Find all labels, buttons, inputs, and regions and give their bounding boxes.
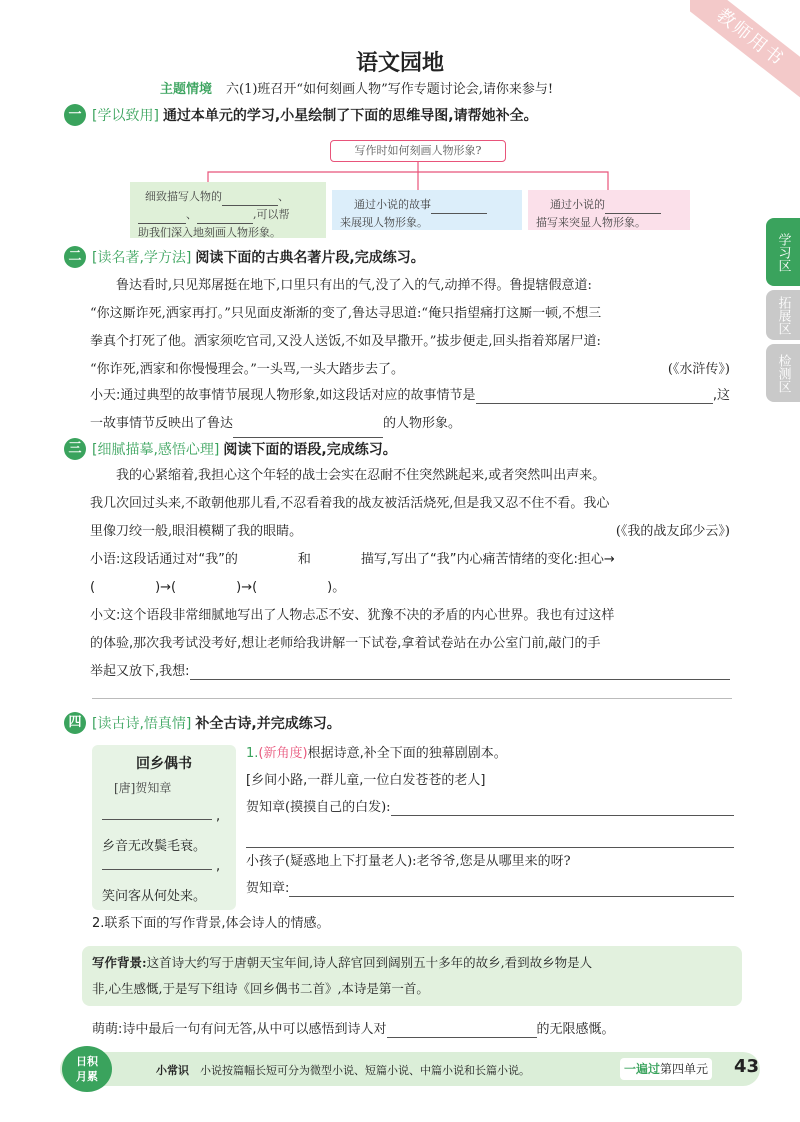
mindmap-box-1: 细致描写人物的 、 、 ,可以帮 助我们深入地刻画人物形象。 [130,182,326,238]
daily-badge: 日积 月累 [62,1046,112,1092]
section-tag: [读名著,学方法] [92,250,192,266]
poem-card: 回乡偶书 [唐]贺知章 , 乡音无改鬓毛衰。 , 笑问客从何处来。 [92,745,236,910]
side-tab-study[interactable]: 学习区 [766,218,800,286]
mindmap-box-2: 通过小说的故事 来展现人物形象。 [332,190,522,230]
page-number: 43 [734,1056,760,1077]
section-instruction: 阅读下面的古典名著片段,完成练习。 [195,250,425,266]
mindmap-root: 写作时如何刻画人物形象? [330,140,506,162]
footer-label: 小常识 [156,1064,189,1077]
poem-question-1: 1.(新角度)根据诗意,补全下面的独幕剧剧本。 [乡间小路,一群儿童,一位白发苍苍的老人] 贺知章(摸摸自己的白发): 小孩子(疑惑地上下打量老人):老爷爷,您是从哪里来的呀? 贺知章: [246,740,734,902]
scene-direction: [乡间小路,一群儿童,一位白发苍苍的老人] [246,773,486,788]
section2-heading [64,246,425,268]
ribbon-text: 教师用书 [690,0,800,106]
answer-blank[interactable] [391,794,734,816]
theme-label: 主题情境 [160,82,213,97]
page-title: 语文园地 [355,51,444,76]
poem-blank[interactable] [102,819,212,820]
answer-blank[interactable] [476,382,713,404]
passage-source: (《水浒传》) [667,362,730,377]
writing-background-box: 写作背景:这首诗大约写于唐朝天宝年间,诗人辞官回到阔别五十多年的故乡,看到故乡物是人 非,心生感慨,于是写下组诗《回乡偶书二首》,本诗是第一首。 [82,946,742,1006]
blank[interactable] [431,213,487,214]
poem-question-mengmeng: 萌萌:诗中最后一句有问无答,从中可以感悟到诗人对 的无限感慨。 [92,1018,732,1038]
side-tab-extend[interactable]: 拓展区 [766,290,800,340]
answer-blank[interactable] [190,658,730,680]
mindmap-box-3: 通过小说的 描写来突显人物形象。 [528,190,690,230]
section-instruction: 阅读下面的语段,完成练习。 [223,442,397,458]
section-number: 二 [64,246,86,268]
answer-line[interactable] [92,698,732,699]
question-shuihu: 小天:通过典型的故事情节展现人物形象,如这段话对应的故事情节是 ,这 一故事情节反映出了鲁达 的人物形象。 [90,382,730,438]
answer-blank[interactable] [387,1018,537,1038]
poem-line-2: 乡音无改鬓毛衰。 [102,839,207,854]
new-angle-tag: (新角度) [258,746,308,761]
section-number: 四 [64,712,86,734]
answer-blank[interactable] [233,416,383,438]
section3-heading [64,438,397,460]
poem-title: 回乡偶书 [136,756,192,772]
section-tag: [细腻描摹,感悟心理] [92,442,220,458]
poem-line-4: 笑问客从何处来。 [102,889,207,904]
section-number: 一 [64,104,86,126]
passage-source: (《我的战友邱少云》) [615,524,730,539]
passage-qiushaoyun: 我的心紧缩着,我担心这个年轻的战士会实在忍耐不住突然跳起来,或者突然叫出声来。 我几次回过头来,不敢朝他那儿看,不忍看着我的战友被活活烧死,但是我又忍不住不看。我心 里像刀绞一般,眼泪模糊了我的眼睛。 (《我的战友邱少云》) [90,462,730,546]
section-instruction: 通过本单元的学习,小星绘制了下面的思维导图,请帮她补全。 [162,108,538,124]
theme-text: 六(1)班召开“如何刻画人物”写作专题讨论会,请你来参与! [226,82,554,97]
brand-logo: 一遍过 [624,1062,661,1076]
section4-heading [64,712,341,734]
footer-unit: 一遍过第四单元 [620,1058,712,1080]
answer-line[interactable] [246,821,734,848]
poem-blank[interactable] [102,869,212,870]
section-tag: [学以致用] [92,108,159,124]
background-label: 写作背景: [92,955,147,970]
side-tab-test[interactable]: 检测区 [766,344,800,402]
question-qiushaoyun-2: 小文:这个语段非常细腻地写出了人物忐忑不安、犹豫不决的矛盾的内心世界。我也有过这样 的体验,那次我考试没考好,想让老师给我讲解一下试卷,拿着试卷站在办公室门前,敲门的手 举起又放下,我想: [90,602,730,686]
poem-author: [唐]贺知章 [114,781,172,795]
section-tag: [读古诗,悟真情] [92,716,192,732]
passage-shuihu: 鲁达看时,只见郑屠挺在地下,口里只有出的气,没了入的气,动掸不得。鲁提辖假意道: “你这厮诈死,洒家再打。”只见面皮渐渐的变了,鲁达寻思道:“俺只指望痛打这厮一顿,不想三 拳真个打死了他。洒家须吃官司,又没人送饭,不如及早撒开。”拔步便走,回头指着郑屠尸道: “你诈死,洒家和你慢慢理会。”一头骂,一头大踏步去了。 (《水浒传》) [90,272,730,384]
answer-blank[interactable] [289,875,734,897]
footer-tip: 小说按篇幅长短可分为微型小说、短篇小说、中篇小说和长篇小说。 [200,1064,530,1077]
poem-question-2: 2.联系下面的写作背景,体会诗人的情感。 [92,916,330,931]
section-number: 三 [64,438,86,460]
section-instruction: 补全古诗,并完成练习。 [195,716,341,732]
question-qiushaoyun-1: 小语:这段话通过对“我”的 和 描写,写出了“我”内心痛苦情绪的变化:担心→ ( )→( )→( )。 [90,552,615,595]
